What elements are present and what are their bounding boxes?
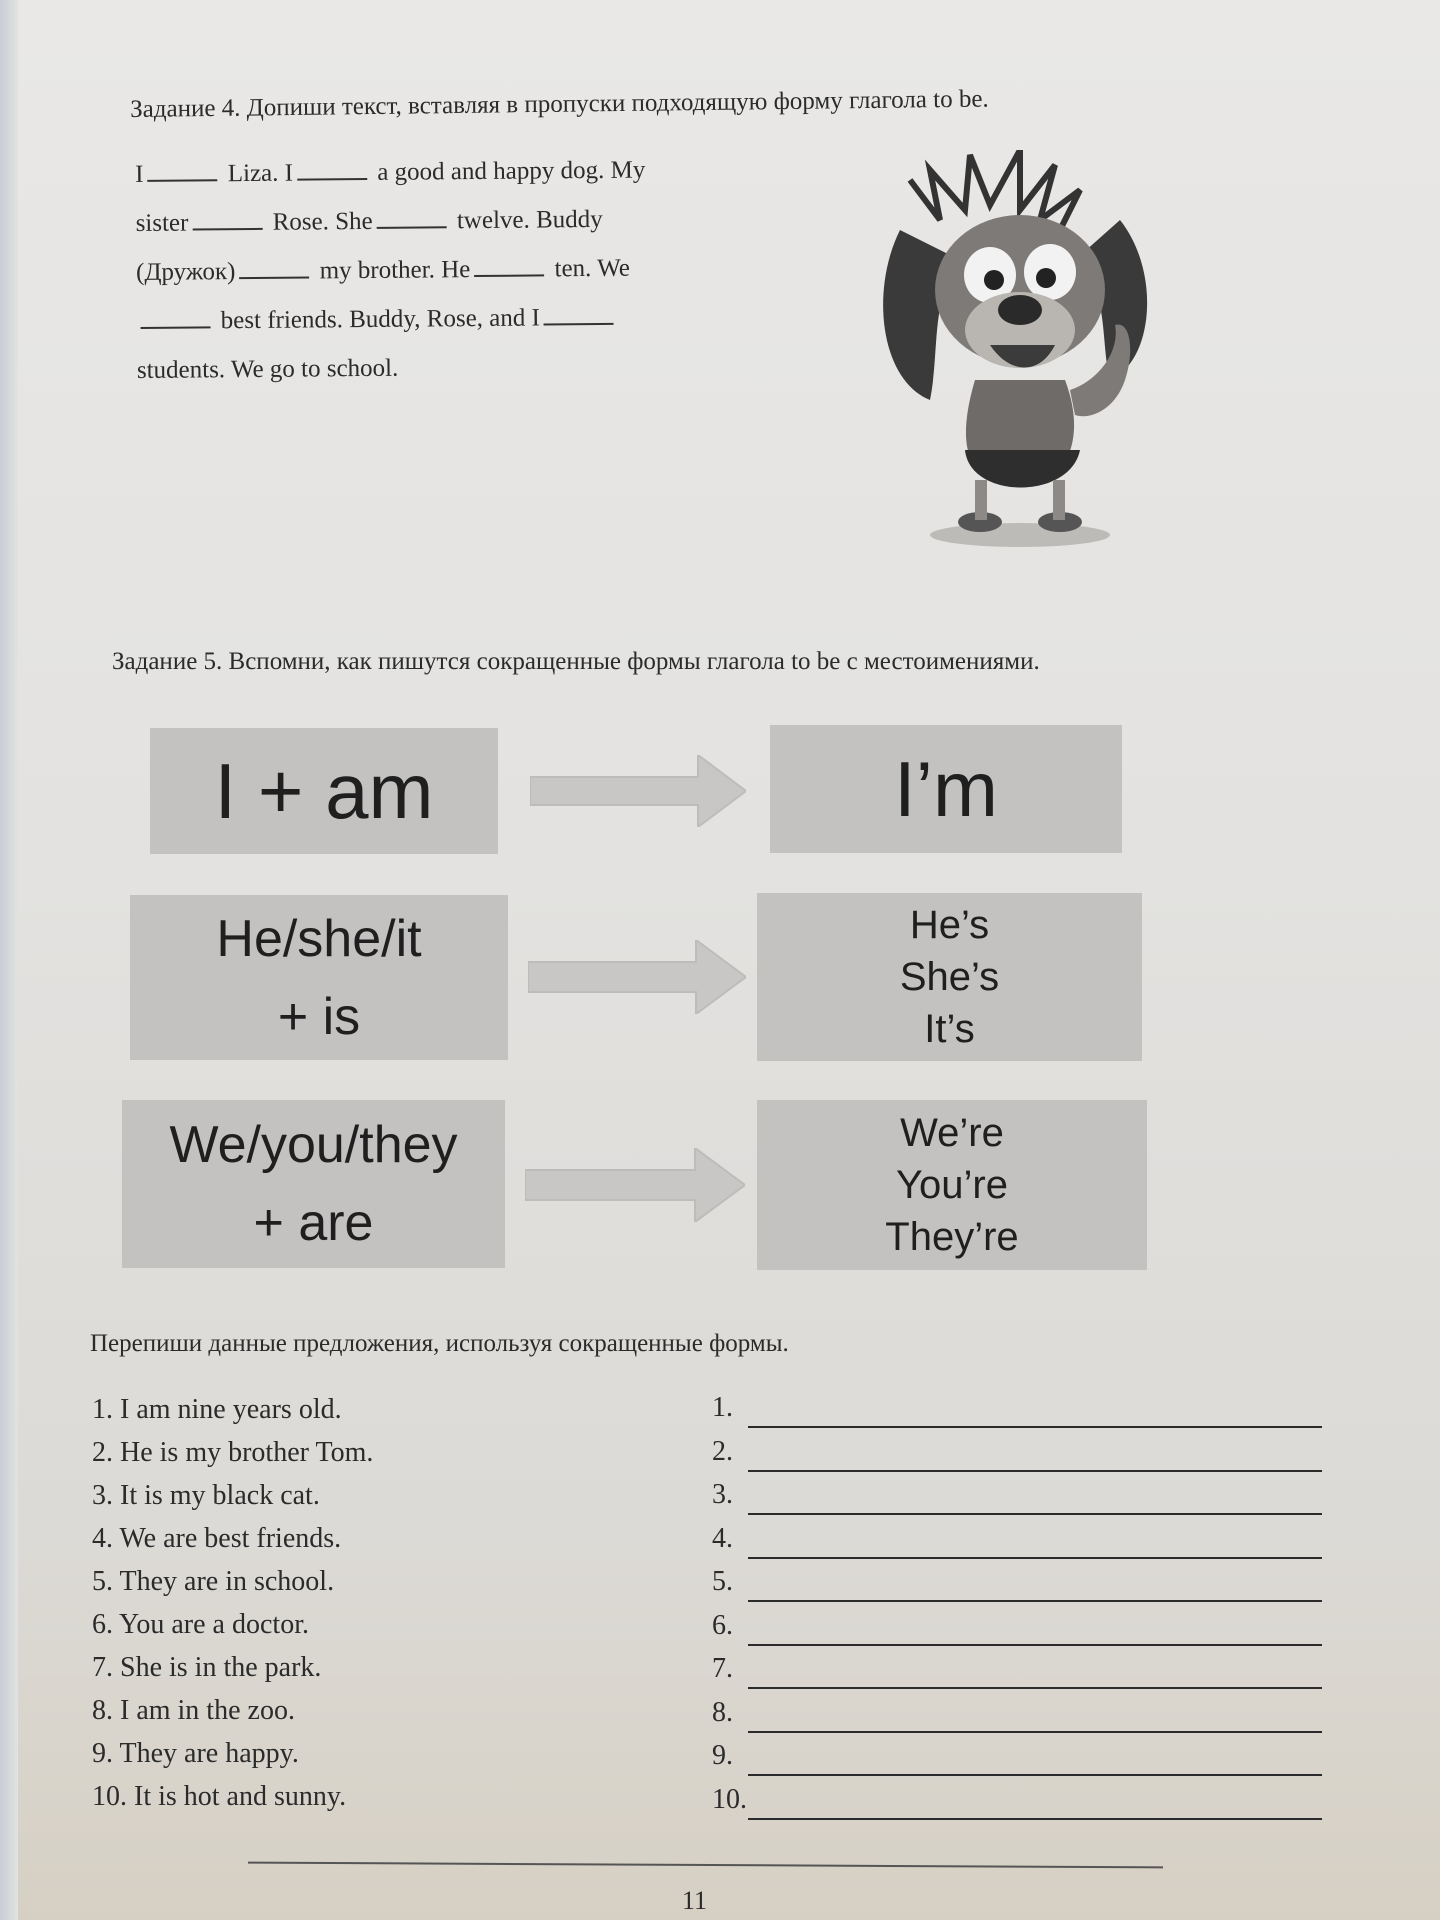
sentence-item: 7. She is in the park. [92, 1652, 322, 1683]
sentence-item: 8. I am in the zoo. [92, 1695, 295, 1726]
contraction-box-2 [757, 893, 1142, 1061]
right-arrow-icon [530, 755, 746, 827]
blank-field[interactable] [377, 204, 447, 229]
contraction-text: We’re [900, 1111, 1004, 1155]
blank-field[interactable] [474, 252, 544, 277]
blank-field[interactable] [147, 157, 217, 182]
contraction-box-1 [770, 725, 1122, 853]
pronoun-box-2 [130, 895, 508, 1060]
cartoon-dog-illustration [870, 150, 1170, 550]
contraction-box-3 [757, 1100, 1147, 1270]
contraction-text: I’m [894, 745, 998, 833]
task4-fill-text [135, 145, 737, 395]
answer-number: 4. [712, 1522, 733, 1554]
fill-text-segment: a good and happy dog. My [377, 156, 646, 186]
sentence-item: 3. It is my black cat. [92, 1480, 320, 1511]
contraction-text: You’re [896, 1163, 1008, 1207]
answer-blank[interactable] [748, 1731, 1322, 1733]
sentence-item: 10. It is hot and sunny. [92, 1781, 347, 1812]
fill-line-4 [136, 292, 736, 346]
fill-line-2 [135, 194, 735, 248]
answer-number: 5. [712, 1566, 733, 1597]
answer-number: 7. [712, 1653, 733, 1684]
fill-text-segment: my brother. He [319, 256, 471, 285]
blank-field[interactable] [297, 156, 367, 181]
task4-heading: Задание 4. Допиши текст, вставляя в пропуски подходящую форму глагола to be. [130, 85, 989, 123]
fill-text-segment: sister [135, 209, 189, 237]
answer-blank[interactable] [748, 1644, 1322, 1646]
contraction-text: He’s [909, 903, 990, 947]
pronoun-text: + is [277, 987, 361, 1046]
right-arrow-icon [528, 940, 746, 1014]
answer-blank[interactable] [748, 1818, 1322, 1820]
fill-text-segment: I [135, 160, 144, 188]
sentence-item: 2. He is my brother Tom. [92, 1437, 374, 1468]
answer-blank[interactable] [748, 1426, 1322, 1428]
contraction-text: She’s [899, 955, 1000, 999]
sentence-item: 4. We are best friends. [92, 1523, 342, 1554]
sentence-item: 5. They are in school. [92, 1566, 335, 1597]
answer-blank[interactable] [748, 1687, 1322, 1689]
answer-number: 6. [712, 1609, 733, 1641]
answer-blank[interactable] [748, 1513, 1322, 1515]
contraction-text: It’s [924, 1007, 975, 1051]
sentence-list [92, 1388, 373, 1818]
fill-text-segment: twelve. Buddy [456, 205, 603, 235]
answer-number: 3. [712, 1479, 733, 1510]
pronoun-text: + are [253, 1194, 374, 1252]
right-arrow-icon [525, 1148, 745, 1222]
footer-divider [248, 1862, 1163, 1869]
pronoun-text: He/she/it [216, 909, 422, 968]
answer-blank[interactable] [748, 1774, 1322, 1776]
answer-number: 2. [712, 1435, 733, 1467]
fill-text-segment: best friends. Buddy, Rose, and I [220, 304, 541, 335]
answer-blank[interactable] [748, 1470, 1322, 1472]
fill-text-segment: (Дружок) [135, 258, 236, 286]
sentence-item: 9. They are happy. [92, 1738, 299, 1769]
blank-field[interactable] [544, 301, 614, 326]
fill-text-segment: Rose. She [272, 207, 373, 236]
page-number: 11 [682, 1886, 708, 1915]
answer-blank[interactable] [748, 1600, 1322, 1602]
answer-blank[interactable] [748, 1557, 1322, 1559]
pronoun-text: We/you/they [169, 1116, 458, 1174]
answer-number: 10. [712, 1783, 747, 1815]
blank-field[interactable] [140, 304, 210, 329]
answer-number: 8. [712, 1696, 733, 1728]
fill-line-5 [137, 341, 737, 395]
fill-text-segment: ten. We [554, 254, 630, 283]
pronoun-text: I + am [214, 747, 434, 835]
fill-text-segment: students. We go to school. [136, 354, 399, 384]
answer-number: 9. [712, 1740, 733, 1771]
blank-field[interactable] [239, 254, 309, 279]
fill-text-segment: Liza. I [227, 159, 294, 188]
sentence-item: 1. I am nine years old. [92, 1394, 342, 1425]
sentence-item: 6. You are a doctor. [92, 1609, 309, 1640]
task6-heading: Перепиши данные предложения, используя сокращенные формы. [90, 1330, 789, 1357]
fill-line-1 [135, 145, 735, 199]
fill-line-3 [136, 243, 736, 297]
pronoun-box-3 [122, 1100, 505, 1268]
task5-heading: Задание 5. Вспомни, как пишутся сокращенные формы глагола to be с местоимениями. [112, 648, 1040, 675]
blank-field[interactable] [192, 206, 262, 231]
page-edge [0, 0, 18, 1920]
contraction-text: They’re [885, 1215, 1019, 1259]
answer-number: 1. [712, 1392, 733, 1423]
pronoun-box-1 [150, 728, 498, 854]
